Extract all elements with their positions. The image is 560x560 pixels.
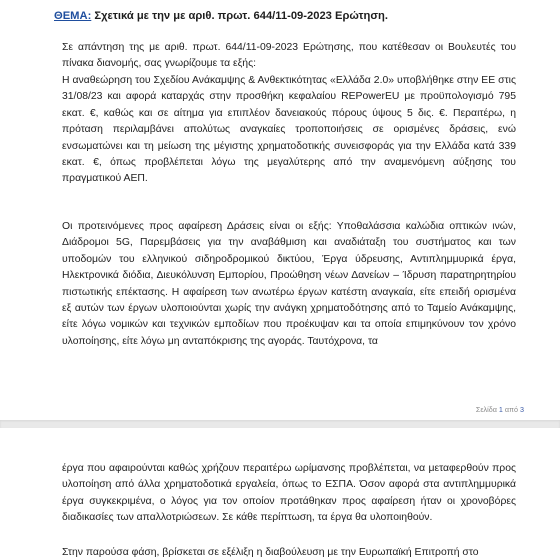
paragraph-consultation: Στην παρούσα φάση, βρίσκεται σε εξέλιξη η διαβούλευση με την Ευρωπαϊκή Επιτροπή στο (62, 547, 479, 558)
subject-line (54, 10, 524, 22)
page-footer (476, 405, 524, 414)
subject-text: Σχετικά με την με αριθ. πρωτ. 644/11-09-2023 Ερώτηση. (94, 10, 388, 22)
paragraph-continuation: έργα που αφαιρούνται καθώς χρήζουν περαιτέρω ωρίμανσης προβλέπεται, να μεταφερθούν προς υλοποίηση από άλλα χρηματοδοτικά εργαλεία, όπως το ΕΣΠΑ. Όσον αφορά στα αντιπλημμυρικά έργα συγκεκριμένα, ο λόγος για τον οποίον προτάθηκαν προς αφαίρεση ήταν οι χρονοβόρες διαδικασίες των απαλλοτριώσεων. Σε κάθε περίπτωση, τα έργα θα υλοποιηθούν. (62, 463, 516, 524)
page-separator (0, 420, 560, 428)
paragraph-intro: Σε απάντηση της με αριθ. πρωτ. 644/11-09-2023 Ερώτησης, που κατέθεσαν οι Βουλευτές του πίνακα διανομής, σας γνωρίζουμε τα εξής: (62, 42, 516, 70)
paragraph-removed-actions: Οι προτεινόμενες προς αφαίρεση Δράσεις είναι οι εξής: Υποθαλάσσια καλώδια οπτικών ινών, Διάδρομοι 5G, Παρεμβάσεις για την αναβάθμιση και αναδιάταξη του συστήματος και των υποδομών του ελληνικού σιδηροδρομικού δικτύου, Έργα ύδρευσης, Αντιπλημμυρικά έργα, Ηλεκτρονικά διόδια, Διευκόλυνση Εμπορίου, Προώθηση νέων Δανείων – Ίδρυση παρατηρητηρίου πιστωτικής επέκτασης. Η αφαίρεση των ανωτέρω έργων κατέστη αναγκαία, είτε επειδή ορισμένα εξ αυτών των έργων υλοποιούνται χωρίς την ανάγκη χρηματοδότησης από το Ταμείο Ανάκαμψης, είτε λόγω νομικών και τεχνικών εμποδίων που προέκυψαν και τα οποία επιμηκύνουν τον χρόνο υλοποίησης, είτε λόγω μη ανταπόκρισης της αγοράς. Ταυτόχρονα, τα (62, 221, 516, 347)
page-of: από (504, 405, 518, 414)
page-word: Σελίδα (475, 405, 497, 414)
paragraph-revision: Η αναθεώρηση του Σχεδίου Ανάκαμψης & Ανθεκτικότητας «Ελλάδα 2.0» υποβλήθηκε στην ΕΕ στις 31/08/23 και αφορά καταρχάς στην προσθήκη κεφαλαίου REPowerEU με προϋπολογισμό 795 εκατ. €, καθώς και σε αίτημα για επιπλέον δανειακούς πόρους ύψους 5 δις. €. Περαιτέρω, η πρόταση περιλαμβάνει απολύτως αναγκαίες τροποποιήσεις σε ορισμένες δράσεις, ενώ ενσωματώνει και τη μείωση της μέγιστης χρηματοδοτικής συνεισφοράς για την Ελλάδα κατά 339 εκατ. €, όπως προβλέπεται λόγω της μεγαλύτερης από την αναμενόμενη αύξησης του πραγματικού ΑΕΠ. (62, 75, 516, 185)
page-total: 3 (520, 405, 524, 414)
page-current: 1 (498, 405, 503, 414)
subject-label: ΘΕΜΑ: (54, 10, 92, 22)
